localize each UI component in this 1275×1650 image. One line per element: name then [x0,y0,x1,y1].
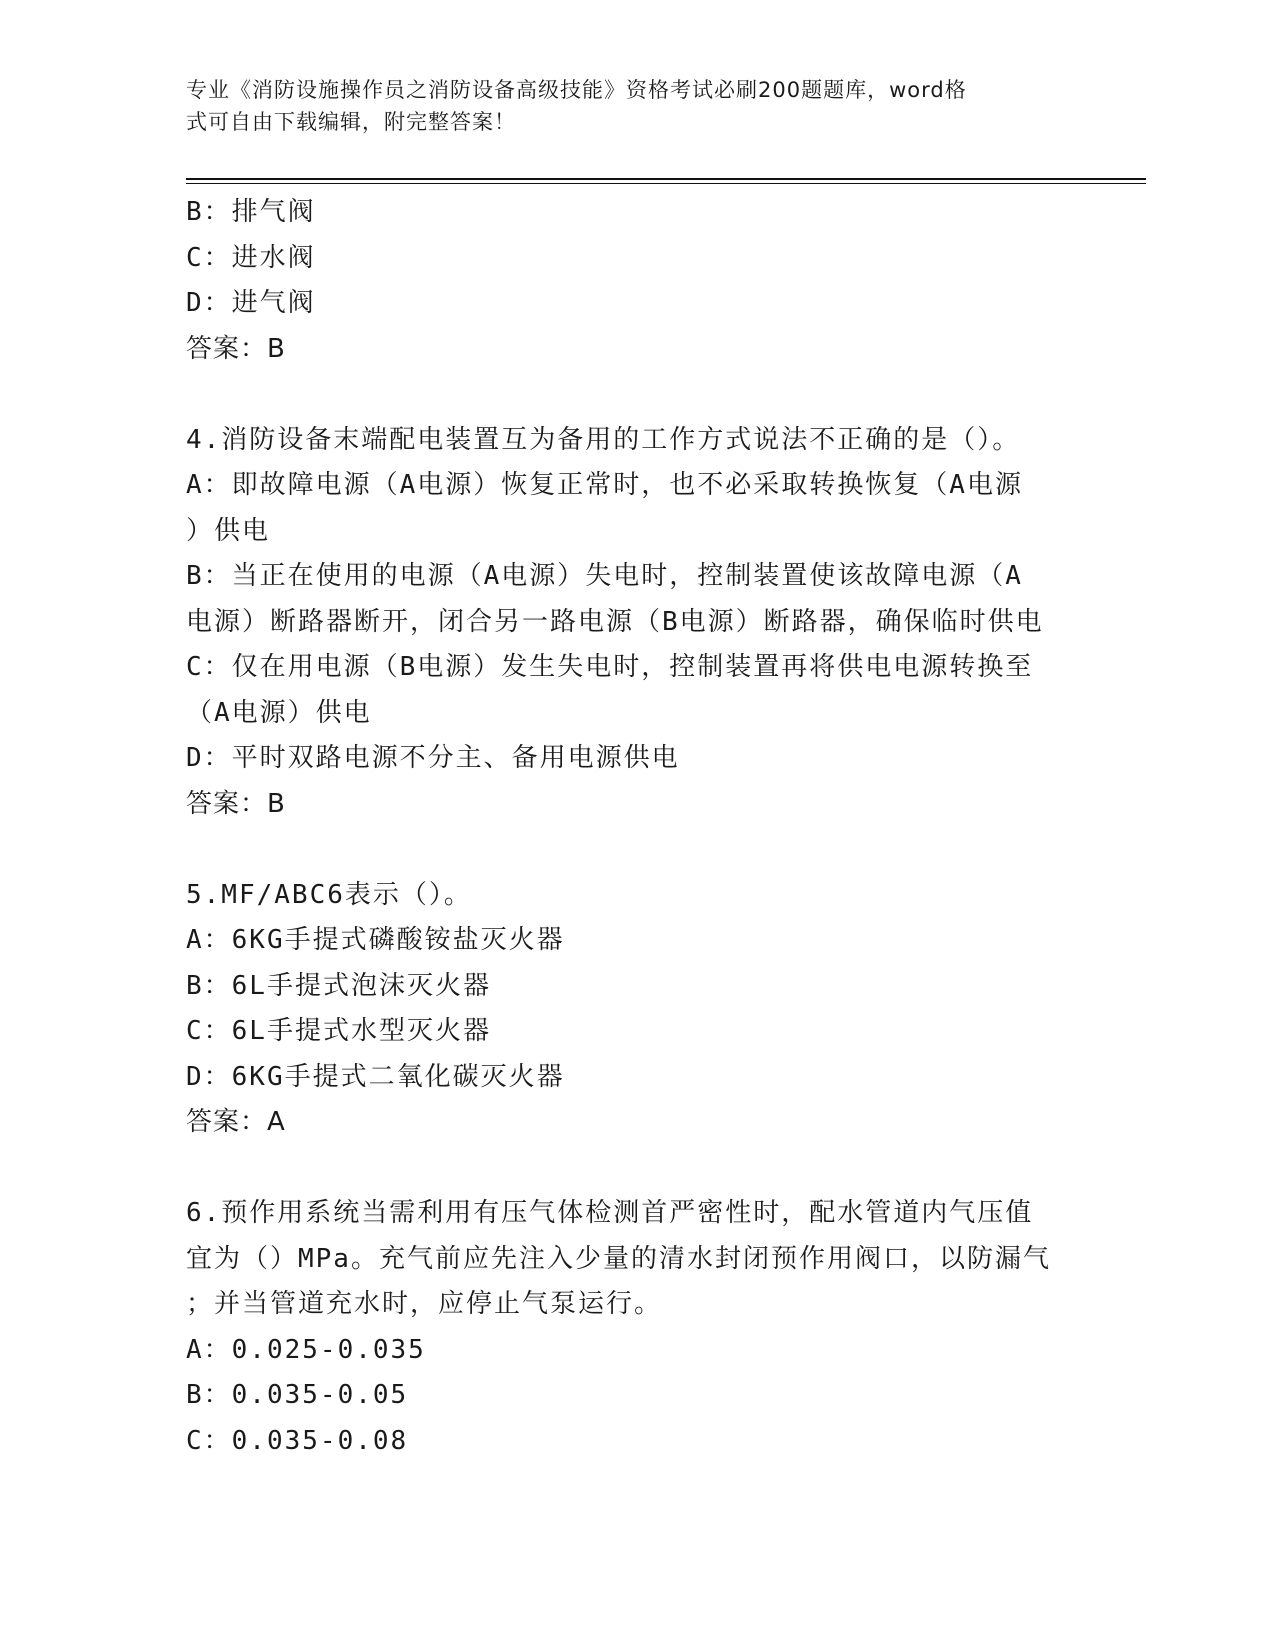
answer-line: 答案：B [186,788,286,819]
document-body [186,190,1086,1464]
option-a-continued: ）供电 [186,515,271,546]
header-divider-thick [186,178,1146,180]
option-b-continued: 电源）断路器断开，闭合另一路电源（B电源）断路器，确保临时供电 [186,606,1044,637]
option-b: B：6L手提式泡沫灭火器 [186,970,491,1001]
document-header [186,74,1066,138]
option-a: A：即故障电源（A电源）恢复正常时，也不必采取转换恢复（A电源 [186,470,1023,500]
option-c-continued: （A电源）供电 [186,697,372,728]
question-text-continued: 宜为（）MPa。充气前应先注入少量的清水封闭预作用阀口，以防漏气 [186,1243,1051,1274]
answer-line: 答案：A [186,1107,286,1137]
question-text: 6.预作用系统当需利用有压气体检测首严密性时，配水管道内气压值 [186,1198,1034,1228]
spacer [186,827,1086,873]
header-line-1: 专业《消防设施操作员之消防设备高级技能》资格考试必刷200题题库，word格 [186,78,967,102]
question-text: 5.MF/ABC6表示（）。 [186,879,472,910]
option-d: D：进气阀 [186,288,316,318]
question-text-continued: ；并当管道充水时，应停止气泵运行。 [186,1289,663,1319]
option-b: B：0.035-0.05 [186,1380,409,1410]
question-text: 4.消防设备末端配电装置互为备用的工作方式说法不正确的是（）。 [186,424,1021,455]
question-5-block [186,873,1086,1146]
option-d: D：平时双路电源不分主、备用电源供电 [186,743,680,773]
option-c: C：进水阀 [186,242,316,273]
option-c: C：仅在用电源（B电源）发生失电时，控制装置再将供电电源转换至 [186,652,1034,682]
option-c: C：6L手提式水型灭火器 [186,1016,491,1046]
option-a: A：0.025-0.035 [186,1334,426,1365]
option-b: B：当正在使用的电源（A电源）失电时，控制装置使该故障电源（A [186,561,1023,591]
spacer [186,1146,1086,1192]
question-6-block [186,1191,1086,1464]
spacer [186,372,1086,418]
question-4-block [186,418,1086,828]
header-line-2: 式可自由下载编辑，附完整答案！ [186,110,516,134]
option-b: B：排气阀 [186,197,316,227]
answer-line: 答案：B [186,333,286,364]
question-3-block [186,190,1086,372]
option-a: A：6KG手提式磷酸铵盐灭火器 [186,925,565,955]
option-d: D：6KG手提式二氧化碳灭火器 [186,1061,565,1092]
header-divider-thin [186,183,1146,184]
option-c: C：0.035-0.08 [186,1425,409,1456]
